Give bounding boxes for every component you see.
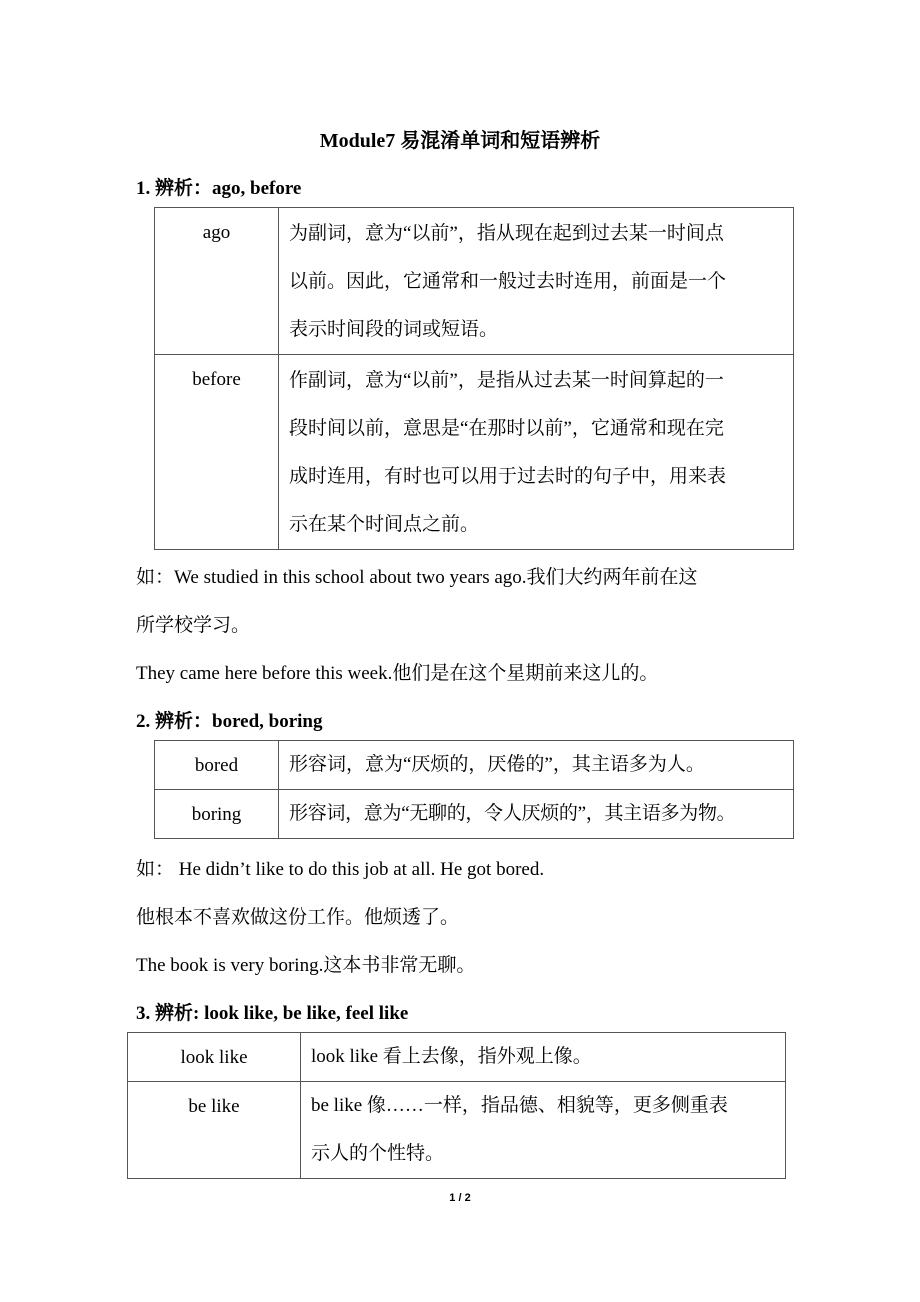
term-cell: be like: [128, 1082, 301, 1179]
table-row: [155, 741, 794, 790]
term-cell: look like: [128, 1033, 301, 1082]
desc-line: 示人的个性特。: [311, 1143, 445, 1164]
desc-line: 以前。因此，它通常和一般过去时连用，前面是一个: [289, 271, 727, 292]
description-cell: [279, 208, 794, 355]
desc-line: 段时间以前，意思是“在那时以前”，它通常和现在完: [289, 418, 724, 439]
example-line: 所学校学习。: [136, 615, 251, 636]
page-number: 1 / 2: [449, 1192, 471, 1204]
description-cell: [301, 1033, 786, 1082]
term-cell: bored: [155, 741, 279, 790]
term-cell: ago: [155, 208, 279, 355]
desc-line: 作副词，意为“以前”，是指从过去某一时间算起的一: [289, 370, 724, 391]
desc-line: 形容词，意为“厌烦的，厌倦的”，其主语多为人。: [289, 754, 705, 775]
example-line: 他根本不喜欢做这份工作。他烦透了。: [136, 907, 460, 928]
description-cell: [301, 1082, 786, 1179]
table-row: [128, 1033, 786, 1082]
example-line: The book is very boring.这本书非常无聊。: [136, 955, 476, 976]
table-row: [128, 1082, 786, 1179]
table-ago-before: [154, 207, 794, 550]
desc-line: 为副词，意为“以前”，指从现在起到过去某一时间点: [289, 223, 724, 244]
term-cell: boring: [155, 790, 279, 839]
table-like-phrases: [127, 1032, 786, 1179]
section-2-heading: 2. 辨析：bored, boring: [136, 711, 323, 732]
table-row: [155, 355, 794, 550]
table-row: [155, 790, 794, 839]
description-cell: [279, 790, 794, 839]
example-line: 如： He didn’t like to do this job at all. He got bored.: [136, 859, 545, 880]
table-row: [155, 208, 794, 355]
section-3-heading: 3. 辨析: look like, be like, feel like: [136, 1003, 409, 1024]
page-title: Module7 易混淆单词和短语辨析: [319, 130, 601, 152]
description-cell: [279, 355, 794, 550]
table-bored-boring: [154, 740, 794, 839]
example-line: They came here before this week.他们是在这个星期前来这儿的。: [136, 663, 659, 684]
desc-line: 成时连用，有时也可以用于过去时的句子中，用来表: [289, 466, 727, 487]
desc-line: 形容词，意为“无聊的，令人厌烦的”，其主语多为物。: [289, 803, 736, 824]
example-line: 如：We studied in this school about two years ago.我们大约两年前在这: [136, 567, 698, 588]
desc-line: look like 看上去像，指外观上像。: [311, 1046, 592, 1067]
term-cell: before: [155, 355, 279, 550]
desc-line: 表示时间段的词或短语。: [289, 319, 499, 340]
desc-line: be like 像……一样，指品德、相貌等，更多侧重表: [311, 1095, 728, 1116]
desc-line: 示在某个时间点之前。: [289, 514, 480, 535]
section-1-heading: 1. 辨析：ago, before: [136, 178, 302, 199]
description-cell: [279, 741, 794, 790]
